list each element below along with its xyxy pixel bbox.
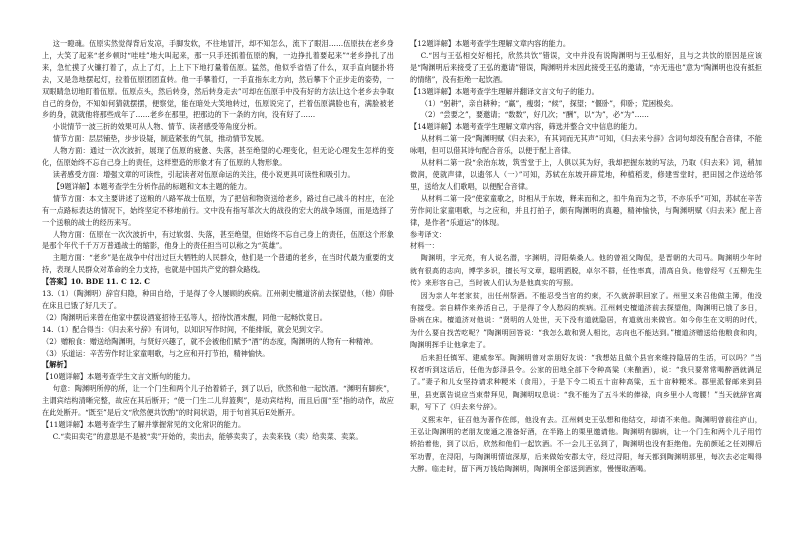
paragraph: 从材料二第一段“使家童歌之，时相从于东坡，释耒而和之，扣牛角而为之节，不亦乐乎”可知，苏轼在辛苦劳作间让家童唱歌，与之应和，并且打拍子，颇有陶渊明的真趣，精神愉快，与陶渊明赋《归去来》配上音律，是作者“乐道运”的体现。 [410, 193, 762, 227]
paragraph: 【11题详解】本题考查学生了解并掌握常见的文化常识的能力。 [42, 420, 246, 429]
paragraph: C.“因与王弘相交好相托，欣然共饮”错误，文中并没有说陶渊明与王弘相好，且与之共饮的原因是应该是“陶渊明后来接受了王弘的邀请”错误，陶渊明并未因此接受王弘的邀请，“亦无违也”意为“陶渊明也没有抵拒的情绪”，没有拒绝一起饮酒。 [410, 50, 762, 84]
right-column [410, 38, 762, 476]
translation-paragraph: 后来担任镇军、建威参军。陶渊明曾对亲朋好友说：“我想姑且做个县官来维持隐居的生活，可以吗？”当权者听到这话后，任他为彭泽县令。公家的田地全部下令种高粱（来酿酒），说：“我只要常常喝醉酒就满足了。”妻子和儿女坚持请求种粳米（食用），于是下令二顷五十亩种高粱，五十亩种粳米。郡里派督邮来到县里，县吏禀告说应当束带拜见，陶渊明叹息说：“我不能为了五斗米的俸禄，向乡里小人弯腰！”当天就辞官离职，写下了《归去来兮辞》。 [410, 352, 762, 412]
paragraph: 小说情节一波三折的效果可从人物、情节、读者感受等角度分析。 [52, 122, 262, 132]
paragraph: 情节方面：层层铺垫，步步设疑，制造紧张的气氛，推动情节发展。 [52, 134, 269, 144]
paragraph: （1）“躬耕”，亲自耕种；“赢”，瘦弱；“候”，探望；“偃卧”，仰卧；荒困极矣。 [420, 98, 678, 108]
paragraph: 参考译文： [410, 229, 446, 239]
paragraph: 【14题详解】本题考查学生理解文章内容，筛选并整合文中信息的能力。 [410, 122, 642, 132]
translation-paragraph: 义熙末年，征召他为著作佐郎，他没有去。江州刺史王弘想和他结交，却请不来他。陶渊明曾前往庐山，王弘让陶渊明的老朋友庞通之准备好酒，在半路上的栗里邀请他。陶渊明有脚病，让一个门生和两个儿子用竹轿抬着他，到了以后，欣然和他们一起饮酒。不一会儿王弘到了，陶渊明也没有拒绝他。先前颜延之任刘柳后军功曹，在浔阳，与陶渊明情谊深厚，后来做始安郡太守，经过浔阳，每天都到陶渊明那里，每次去必定喝得大醉。临走时，留下两万钱给陶渊明，陶渊明全部送到酒家，慢慢取酒喝。 [410, 414, 762, 474]
paragraph: 读者感受方面：增强文章的可读性，引起读者对伍原命运的关注，使小说更具可读性和吸引力。 [52, 169, 355, 179]
paragraph: （2）赠粮食：赠送给陶渊明，与贤好兴趣了，就不会被他们赋予“酒”的态度，陶渊明的人物有一种精神。 [42, 336, 378, 346]
paragraph: C.“卖田卖宅”的意思是不是被“卖”开始的，卖出去，能够卖卖了，去卖来钱（卖）给卖菜、卖菜。 [52, 431, 363, 441]
paragraph: 句意：陶渊明所停的所，让一个门生和两个儿子抬着轿子，到了以后，欣然和他一起饮酒。“渊明有脚疾”，主谓宾结构清晰完整，故应在其后断开；“使一门生二儿舁篮舆”，是动宾结构，而且后面“至”指的动作，故应在此处断开。“既至”是后文“欣然便共饮酌”的时间状语，用于句首其后E处断开。 [42, 384, 394, 418]
paragraph: 这一瞪魂。伍原实然觉得背后发凉，手脚发软，不往地冒汗，却不知怎么，流下了眼泪……伍原扶在老乡身上，大笑了起来“老乡顿时“哇哇”地大叫起来，那一只手还抓着伍原的胸，一边挣扎着要起来”“老乡挣扎了出来，急忙摸了火镰打着了，点上了灯，上上下下地打量着伍原。猛然，他似乎省悟了什么，双手直向腿扑将去，又是急地摆起灯，拉着伍原团团直转。他一手攀着灯，一手直指东北方向，然后攀下个正步走的姿势，一双眼睛急切地盯着伍原。伍原点头，然后转身，然后转身走去”可却在伍原手中没有好的方法让这个老乡去争取自己的身份，不知如何猜就摆摆，便察觉，能在暗处大笑地转过，伍原说完了，拦着伍原满脸也有，满脸被老乡的身，就就他将那些成年了……老乡在那里，把那边的下一条的方向，没有好了…… [42, 39, 394, 120]
paragraph: 【9题详解】本题考查学生分析作品的标题和文本主题的能力。 [52, 181, 252, 191]
translation-text [410, 252, 762, 475]
paragraph: 从材料二第一段“陶渊明赋《归去来》，有其词而无其声”可知，《归去来兮辞》含词句却没有配合音律，不能咏唱，但可以借其诗句配合音乐，以便于配上音律。 [410, 134, 762, 156]
paragraph: 情节方面：本文主要讲述了送粮的八路军战士伍原，为了把信和物资送给老乡，路过自己战斗的村庄，在沦有一点路标表达的情况下，始终坚定不移地前行。文中没有指写革次大的战役的宏大的战争场面，而是选择了一个送粮的战士的经历来写。 [42, 193, 394, 227]
paragraph: 【12题详解】本题考查学生理解文章内容的能力。 [410, 39, 571, 48]
paragraph: 人物方面：伍原在一次次波折中，有过软弱、失落，甚至绝望，但始终不忘自己身上的责任，伍原这个形象是那个年代千千万万普通战士的缩影，他身上的责任担当可以称之为“英雄”。 [42, 229, 394, 251]
paragraph: 【13题详解】本题考查学生理解并翻译文言文句子的能力。 [410, 86, 599, 96]
paragraph: 13.（1）（陶渊明）辞官归隐，种田自给，于是得了令人屡顾的疾病。江州刺史檀道济前去探望他，（他）仰卧在床且已饿了好几天了。 [42, 289, 394, 310]
paragraph: 人物方面：通过一次次波折，展现了伍原的疲惫、失落，甚至绝望的心理变化，但无论心理发生怎样的变化，伍原始终不忘自己身上的责任，这样塑造的形象才有了伍原的人物形象。 [42, 146, 394, 168]
translation-paragraph: 因为亲人年老家贫，出任州祭酒。不能忍受当官的约束，不久就辞职回家了。州里又来召他做主簿，他没有接受。亲自耕作来养活自己，于是得了令人愁闷的疾病。江州刺史檀道济前去探望他，陶渊明已饿了多日，卧病在床。檀道济对他说：“贤明的人处世，天下没有道就隐居，有道就出来做官。如今你生在文明的时代，为什么要自找苦吃呢？”陶渊明回答说：“我怎么敢和贤人相比，志向也不能达到。”檀道济赠送给他粮食和肉，陶渊明挥手让他拿走了。 [410, 290, 762, 350]
paragraph: 【10题详解】本题考查学生文言文断句的能力。 [42, 372, 195, 382]
paragraph: 材料一： [410, 241, 439, 251]
translation-paragraph: 陶渊明，字元亮，有人说名潜，字渊明，浔阳柴桑人。他的曾祖父陶侃，是晋朝的大司马。陶渊明少年时就有很高的志向，博学多识，擅长写文章，聪明洒脱，卓尔不群，任性率真，清高自负。他曾经写《五柳先生传》来形容自己，当时被人们认为是他真实的写照。 [410, 253, 762, 288]
paragraph: 14.（1）配合得当：《归去来兮辞》有词句，以知识写作时间，不能排版，就会见到文字。 [42, 324, 328, 334]
paragraph: 【答案】10. BDE 11. C 12. C [42, 277, 151, 287]
right-column-analysis [410, 38, 762, 252]
left-column [42, 38, 394, 443]
paragraph: 主题方面：“老乡”是在战争中付出过巨大牺牲的人民群众，他们是一个普通的老乡，在当时代最为重要的支持，表现人民群众对革命的全力支持，也就是中国共产党的群众路线。 [42, 253, 394, 275]
paragraph: 【解析】 [42, 360, 71, 370]
paragraph: （2）“尝要之”，要邀请；“数数”，好几次；“酬”，以“为”，必“为”…… [420, 110, 649, 120]
paragraph: （3）乐道运：辛苦劳作时让家童唱歌，与之应和开打节拍，精神愉快。 [42, 348, 270, 358]
paragraph: 从材料二第一段“余治东坡，筑雪堂于上，人俱以其为好，我却把握东坡的写法，乃取《归去来》词，稍加微润，使就声律，以遗邻人（一）”可知，苏轼在东坡开辟荒地，种植稻麦，修建雪堂时，把田园之作送给邻里，送给友人们歌唱，以便配合音律。 [410, 158, 762, 191]
paragraph: （2）陶渊明后来曾在他家中摆设酒宴招待王弘等人，招待饮酒未醒，同他一起畅饮竟日。 [42, 312, 327, 322]
